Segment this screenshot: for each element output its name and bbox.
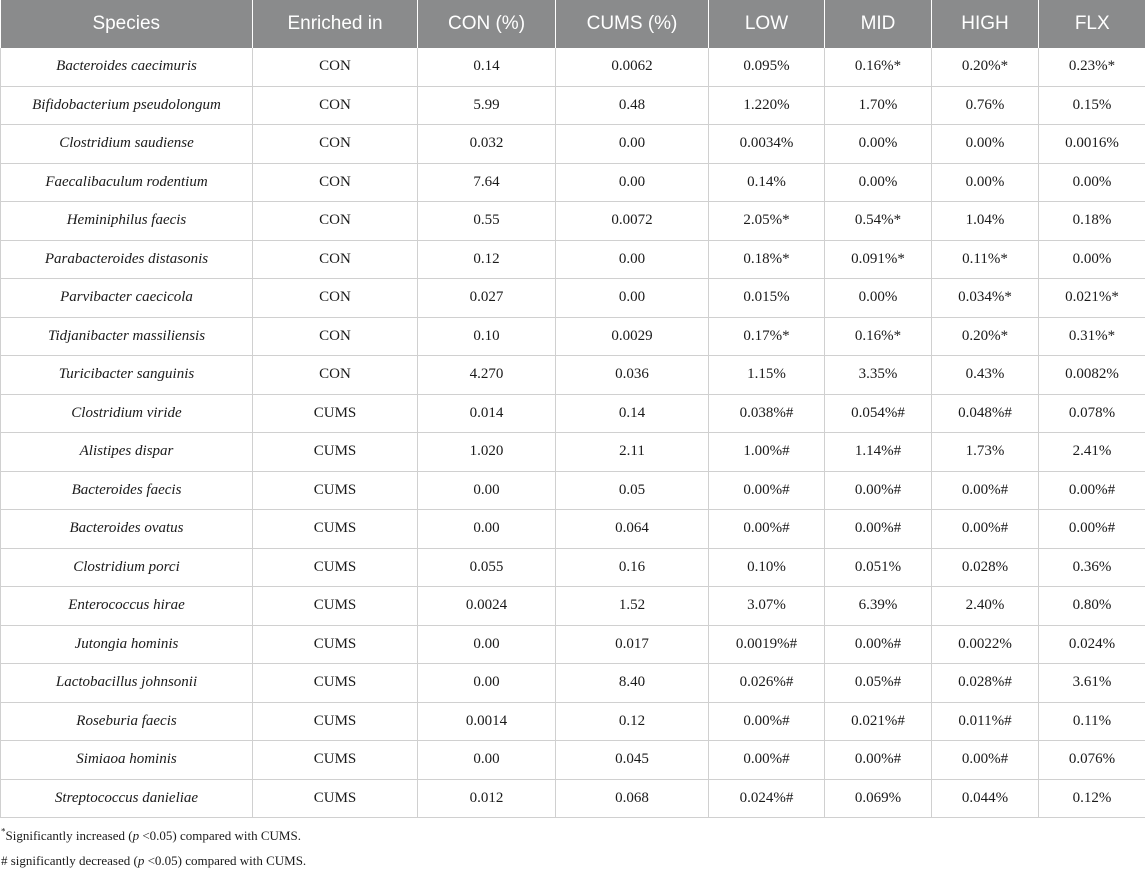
header-con: CON (%) [418, 0, 556, 48]
cell-low: 0.0034% [709, 125, 825, 164]
table-header [1, 0, 1145, 48]
footnote-decreased [1, 848, 1145, 873]
cell-species: Tidjanibacter massiliensis [1, 317, 253, 356]
cell-mid: 0.051% [825, 548, 932, 587]
cell-high: 0.20%* [932, 317, 1039, 356]
cell-mid: 0.00%# [825, 625, 932, 664]
cell-species: Clostridium saudiense [1, 125, 253, 164]
cell-con: 0.00 [418, 625, 556, 664]
cell-cums: 0.00 [556, 279, 709, 318]
cell-low: 0.024%# [709, 779, 825, 818]
header-enriched-in: Enriched in [253, 0, 418, 48]
cell-low: 1.220% [709, 86, 825, 125]
cell-mid: 0.069% [825, 779, 932, 818]
cell-high: 0.028%# [932, 664, 1039, 703]
cell-flx: 0.18% [1039, 202, 1145, 241]
cell-mid: 0.00%# [825, 741, 932, 780]
cell-high: 0.11%* [932, 240, 1039, 279]
header-high: HIGH [932, 0, 1039, 48]
footnote-mark-asterisk: * [1, 827, 6, 837]
cell-cums: 1.52 [556, 587, 709, 626]
cell-con: 4.270 [418, 356, 556, 395]
cell-cums: 0.0072 [556, 202, 709, 241]
cell-cums: 0.14 [556, 394, 709, 433]
cell-enriched-in: CUMS [253, 702, 418, 741]
cell-flx: 0.00% [1039, 240, 1145, 279]
cell-high: 0.43% [932, 356, 1039, 395]
cell-mid: 0.16%* [825, 317, 932, 356]
cell-high: 0.00%# [932, 741, 1039, 780]
cell-con: 5.99 [418, 86, 556, 125]
cell-cums: 0.00 [556, 125, 709, 164]
cell-low: 0.00%# [709, 741, 825, 780]
cell-enriched-in: CON [253, 86, 418, 125]
cell-enriched-in: CUMS [253, 625, 418, 664]
cell-con: 0.00 [418, 741, 556, 780]
cell-flx: 3.61% [1039, 664, 1145, 703]
cell-species: Jutongia hominis [1, 625, 253, 664]
cell-mid: 1.14%# [825, 433, 932, 472]
cell-mid: 0.00%# [825, 510, 932, 549]
footnote-text: <0.05) compared with CUMS. [139, 828, 301, 843]
cell-flx: 0.36% [1039, 548, 1145, 587]
header-low: LOW [709, 0, 825, 48]
footnote-text: significantly decreased ( [8, 853, 138, 868]
cell-high: 2.40% [932, 587, 1039, 626]
header-flx: FLX [1039, 0, 1145, 48]
table-row [1, 625, 1145, 664]
cell-high: 0.00% [932, 163, 1039, 202]
cell-flx: 0.00%# [1039, 471, 1145, 510]
cell-con: 0.10 [418, 317, 556, 356]
cell-mid: 6.39% [825, 587, 932, 626]
cell-species: Alistipes dispar [1, 433, 253, 472]
table-row [1, 240, 1145, 279]
cell-mid: 0.16%* [825, 48, 932, 86]
table-row [1, 163, 1145, 202]
cell-enriched-in: CUMS [253, 471, 418, 510]
cell-mid: 0.54%* [825, 202, 932, 241]
header-species: Species [1, 0, 253, 48]
cell-species: Faecalibaculum rodentium [1, 163, 253, 202]
cell-enriched-in: CON [253, 48, 418, 86]
table-row [1, 510, 1145, 549]
footnote-mark-hash: # [1, 853, 8, 868]
header-mid: MID [825, 0, 932, 48]
table-row [1, 587, 1145, 626]
cell-high: 0.011%# [932, 702, 1039, 741]
cell-species: Simiaoa hominis [1, 741, 253, 780]
cell-flx: 0.0082% [1039, 356, 1145, 395]
table-row [1, 394, 1145, 433]
cell-mid: 0.091%* [825, 240, 932, 279]
table-row [1, 741, 1145, 780]
cell-cums: 8.40 [556, 664, 709, 703]
cell-flx: 0.12% [1039, 779, 1145, 818]
table-row [1, 548, 1145, 587]
cell-high: 0.048%# [932, 394, 1039, 433]
cell-enriched-in: CON [253, 202, 418, 241]
cell-low: 0.015% [709, 279, 825, 318]
cell-con: 1.020 [418, 433, 556, 472]
cell-high: 0.76% [932, 86, 1039, 125]
cell-enriched-in: CUMS [253, 548, 418, 587]
cell-mid: 0.00% [825, 279, 932, 318]
cell-cums: 0.045 [556, 741, 709, 780]
cell-flx: 0.15% [1039, 86, 1145, 125]
cell-low: 0.00%# [709, 702, 825, 741]
table-row [1, 202, 1145, 241]
cell-species: Turicibacter sanguinis [1, 356, 253, 395]
cell-cums: 0.036 [556, 356, 709, 395]
cell-high: 1.04% [932, 202, 1039, 241]
footnote-text: <0.05) compared with CUMS. [144, 853, 306, 868]
cell-con: 0.012 [418, 779, 556, 818]
cell-high: 0.00%# [932, 510, 1039, 549]
cell-cums: 0.00 [556, 163, 709, 202]
cell-enriched-in: CUMS [253, 779, 418, 818]
cell-flx: 0.024% [1039, 625, 1145, 664]
cell-con: 0.55 [418, 202, 556, 241]
cell-low: 1.00%# [709, 433, 825, 472]
cell-low: 0.10% [709, 548, 825, 587]
cell-flx: 0.0016% [1039, 125, 1145, 164]
table-row [1, 86, 1145, 125]
table-row [1, 317, 1145, 356]
cell-enriched-in: CUMS [253, 510, 418, 549]
cell-species: Heminiphilus faecis [1, 202, 253, 241]
cell-cums: 0.12 [556, 702, 709, 741]
cell-species: Clostridium porci [1, 548, 253, 587]
footnote-increased [1, 823, 1145, 848]
table-row [1, 125, 1145, 164]
cell-enriched-in: CON [253, 317, 418, 356]
footnote-p: p [133, 828, 140, 843]
cell-species: Clostridium viride [1, 394, 253, 433]
cell-mid: 1.70% [825, 86, 932, 125]
cell-enriched-in: CON [253, 125, 418, 164]
table-row [1, 433, 1145, 472]
cell-high: 0.20%* [932, 48, 1039, 86]
cell-species: Enterococcus hirae [1, 587, 253, 626]
table-row [1, 48, 1145, 86]
cell-flx: 0.076% [1039, 741, 1145, 780]
cell-flx: 0.11% [1039, 702, 1145, 741]
cell-mid: 0.05%# [825, 664, 932, 703]
cell-con: 0.00 [418, 510, 556, 549]
cell-cums: 0.05 [556, 471, 709, 510]
cell-mid: 0.00%# [825, 471, 932, 510]
cell-enriched-in: CUMS [253, 433, 418, 472]
cell-high: 1.73% [932, 433, 1039, 472]
cell-cums: 0.0029 [556, 317, 709, 356]
cell-enriched-in: CUMS [253, 587, 418, 626]
cell-low: 1.15% [709, 356, 825, 395]
cell-con: 0.032 [418, 125, 556, 164]
cell-high: 0.028% [932, 548, 1039, 587]
cell-flx: 0.078% [1039, 394, 1145, 433]
cell-high: 0.044% [932, 779, 1039, 818]
cell-low: 0.0019%# [709, 625, 825, 664]
cell-species: Bacteroides ovatus [1, 510, 253, 549]
cell-mid: 3.35% [825, 356, 932, 395]
cell-flx: 0.80% [1039, 587, 1145, 626]
cell-con: 0.12 [418, 240, 556, 279]
cell-flx: 2.41% [1039, 433, 1145, 472]
cell-species: Parvibacter caecicola [1, 279, 253, 318]
cell-con: 0.0014 [418, 702, 556, 741]
cell-high: 0.00%# [932, 471, 1039, 510]
cell-species: Parabacteroides distasonis [1, 240, 253, 279]
cell-cums: 0.0062 [556, 48, 709, 86]
cell-mid: 0.021%# [825, 702, 932, 741]
cell-species: Bacteroides caecimuris [1, 48, 253, 86]
cell-enriched-in: CUMS [253, 394, 418, 433]
cell-species: Streptococcus danieliae [1, 779, 253, 818]
cell-flx: 0.00%# [1039, 510, 1145, 549]
header-row [1, 0, 1145, 48]
table-row [1, 356, 1145, 395]
cell-enriched-in: CON [253, 163, 418, 202]
footnotes [0, 823, 1145, 873]
cell-species: Bacteroides faecis [1, 471, 253, 510]
cell-con: 0.0024 [418, 587, 556, 626]
table-body [1, 48, 1145, 818]
cell-cums: 0.48 [556, 86, 709, 125]
cell-cums: 0.00 [556, 240, 709, 279]
cell-flx: 0.23%* [1039, 48, 1145, 86]
cell-species: Lactobacillus johnsonii [1, 664, 253, 703]
cell-cums: 0.068 [556, 779, 709, 818]
cell-low: 2.05%* [709, 202, 825, 241]
table-row [1, 702, 1145, 741]
cell-con: 0.055 [418, 548, 556, 587]
cell-con: 0.00 [418, 664, 556, 703]
cell-species: Bifidobacterium pseudolongum [1, 86, 253, 125]
cell-cums: 2.11 [556, 433, 709, 472]
cell-low: 0.00%# [709, 510, 825, 549]
cell-low: 0.095% [709, 48, 825, 86]
cell-mid: 0.00% [825, 125, 932, 164]
cell-low: 0.026%# [709, 664, 825, 703]
cell-low: 0.038%# [709, 394, 825, 433]
table-row [1, 779, 1145, 818]
cell-con: 0.014 [418, 394, 556, 433]
cell-mid: 0.054%# [825, 394, 932, 433]
cell-cums: 0.16 [556, 548, 709, 587]
cell-low: 0.17%* [709, 317, 825, 356]
cell-mid: 0.00% [825, 163, 932, 202]
cell-low: 0.18%* [709, 240, 825, 279]
cell-high: 0.00% [932, 125, 1039, 164]
cell-low: 0.00%# [709, 471, 825, 510]
cell-species: Roseburia faecis [1, 702, 253, 741]
table-row [1, 471, 1145, 510]
cell-high: 0.034%* [932, 279, 1039, 318]
cell-high: 0.0022% [932, 625, 1039, 664]
footnote-p: p [138, 853, 145, 868]
footnote-text: Significantly increased ( [6, 828, 133, 843]
header-cums: CUMS (%) [556, 0, 709, 48]
table-row [1, 279, 1145, 318]
cell-con: 7.64 [418, 163, 556, 202]
cell-con: 0.14 [418, 48, 556, 86]
cell-cums: 0.064 [556, 510, 709, 549]
cell-enriched-in: CUMS [253, 741, 418, 780]
cell-con: 0.00 [418, 471, 556, 510]
cell-low: 0.14% [709, 163, 825, 202]
table-row [1, 664, 1145, 703]
cell-enriched-in: CON [253, 356, 418, 395]
cell-cums: 0.017 [556, 625, 709, 664]
cell-con: 0.027 [418, 279, 556, 318]
cell-enriched-in: CON [253, 240, 418, 279]
cell-flx: 0.00% [1039, 163, 1145, 202]
cell-low: 3.07% [709, 587, 825, 626]
cell-enriched-in: CUMS [253, 664, 418, 703]
cell-enriched-in: CON [253, 279, 418, 318]
cell-flx: 0.021%* [1039, 279, 1145, 318]
cell-flx: 0.31%* [1039, 317, 1145, 356]
